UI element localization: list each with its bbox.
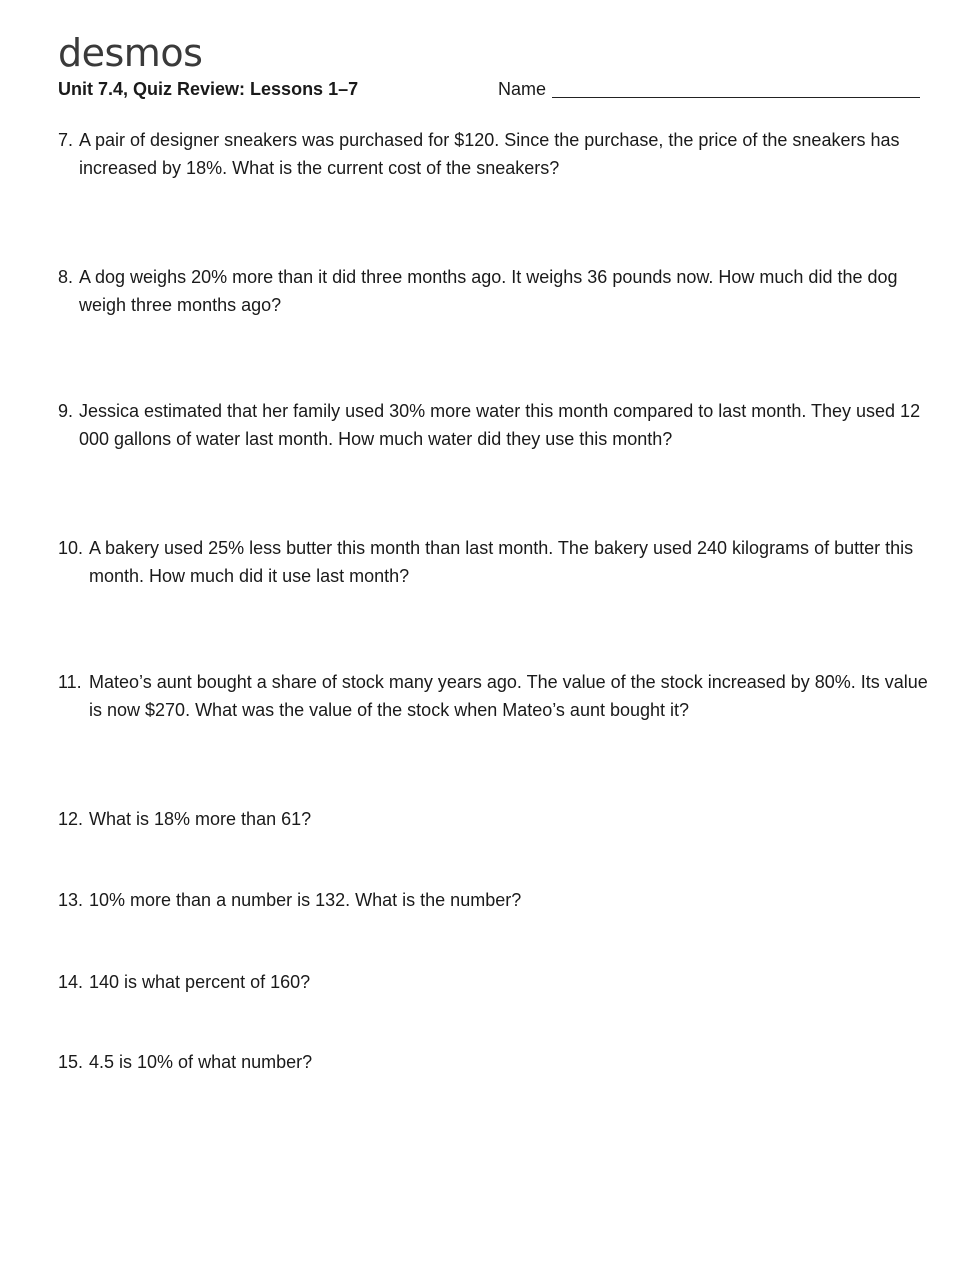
question-number: 14. [58, 972, 84, 992]
name-label: Name [498, 79, 547, 99]
question-7 [58, 126, 928, 182]
question-8 [58, 263, 928, 319]
question-text: What is 18% more than 61? [89, 809, 312, 829]
question-number: 15. [58, 1052, 84, 1072]
question-11 [58, 668, 928, 724]
desmos-logo: desmos [58, 31, 203, 75]
question-number: 11. [58, 672, 82, 692]
question-text: A pair of designer sneakers was purchased for $120. Since the purchase, the price of the sneakers has increased by 18%. What is the current cost of the sneakers? [79, 130, 900, 178]
question-text: A bakery used 25% less butter this month than last month. The bakery used 240 kilograms of butter this month. How much did it use last month? [89, 538, 914, 586]
question-15 [58, 1048, 928, 1076]
question-number: 13. [58, 890, 84, 910]
question-number: 9. [58, 401, 74, 421]
name-field[interactable] [498, 78, 920, 100]
question-number: 12. [58, 809, 84, 829]
question-text: A dog weighs 20% more than it did three months ago. It weighs 36 pounds now. How much did the dog weigh three months ago? [79, 267, 898, 315]
page-title: Unit 7.4, Quiz Review: Lessons 1–7 [58, 79, 359, 99]
question-number: 10. [58, 538, 84, 558]
question-9 [58, 397, 928, 453]
question-text: 140 is what percent of 160? [89, 972, 311, 992]
question-number: 7. [58, 130, 74, 150]
question-12 [58, 805, 928, 833]
question-text: 4.5 is 10% of what number? [89, 1052, 313, 1072]
question-text: Mateo’s aunt bought a share of stock many years ago. The value of the stock increased by 80%. Its value is now $270. What was the value of the stock when Mateo’s aunt bought it? [89, 672, 928, 720]
question-text: 10% more than a number is 132. What is the number? [89, 890, 522, 910]
question-13 [58, 886, 928, 914]
question-10 [58, 534, 928, 590]
name-underline[interactable] [552, 96, 920, 98]
question-number: 8. [58, 267, 74, 287]
question-14 [58, 968, 928, 996]
question-text: Jessica estimated that her family used 30% more water this month compared to last month. They used 12 000 gallons of water last month. How much water did they use this month? [79, 401, 921, 449]
